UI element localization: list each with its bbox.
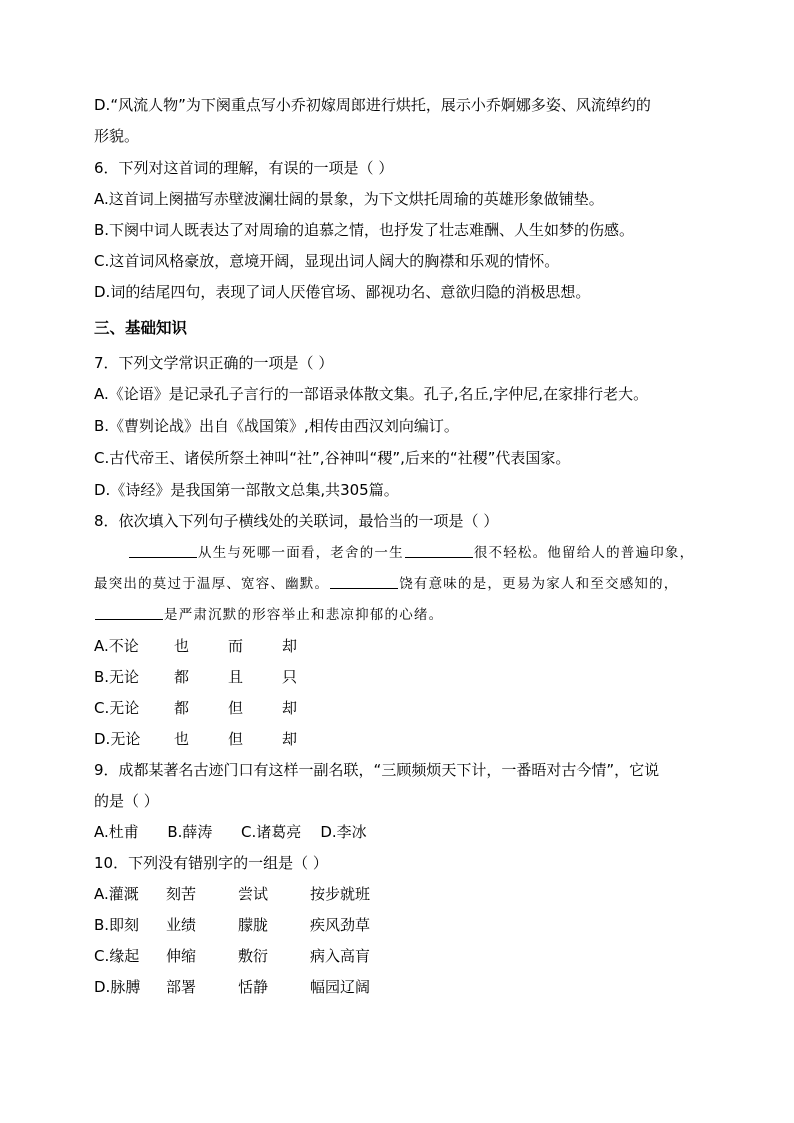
q10-option-row [94,884,400,904]
option-cell: 尝试 [238,885,269,903]
q10-option-row [94,946,400,966]
option-cell: 也 [174,730,190,748]
q7-option-a: A.《论语》是记录孔子言行的一部语录体散文集。孔子,名丘,字仲尼,在家排行老大。 [94,385,649,403]
passage-part-1: 从生与死哪一面看，老舍的一生 [198,545,404,561]
q7-stem: 7．下列文学常识正确的一项是（ ） [94,354,334,372]
option-cell: 却 [282,637,298,655]
q8-option-row [94,636,322,656]
q8-passage [94,538,700,631]
blank-2 [405,543,473,558]
option-cell: A.灌溉 [94,885,139,903]
option-cell: 也 [174,637,190,655]
option-cell: B.即刻 [94,916,140,934]
option-cell: C.无论 [94,699,140,717]
q7-option-b: B.《曹刿论战》出自《战国策》,相传由西汉刘向编订。 [94,417,459,435]
option-cell: B.无论 [94,668,140,686]
blank-3 [330,574,398,589]
option-cell: 刻苦 [166,885,197,903]
option-cell: 按步就班 [310,885,371,903]
q6-option-a: A.这首词上阕描写赤壁波澜壮阔的景象，为下文烘托周瑜的英雄形象做铺垫。 [94,190,604,208]
q10-option-row [94,977,400,997]
option-cell: 且 [228,668,244,686]
q9-stem-line1: 9．成都某著名古迹门口有这样一副名联，“三顾频烦天下计，一番晤对古今情”，它说 [94,761,660,779]
option-cell: 业绩 [166,916,197,934]
option-cell: 病入高肓 [310,947,371,965]
q8-option-row [94,729,322,749]
option-cell: 却 [282,730,298,748]
q7-option-d: D.《诗经》是我国第一部散文总集,共305篇。 [94,481,399,499]
option-cell: A.不论 [94,637,139,655]
q10-stem: 10．下列没有错别字的一组是（ ） [94,854,328,872]
passage-part-3: 饶有意味的是，更易为家人和至交感知的， [399,576,679,592]
option-cell: D.脉膊 [94,978,141,996]
q6-option-c: C.这首词风格豪放，意境开阔，显现出词人阔大的胸襟和乐观的情怀。 [94,252,560,270]
passage-part-2: 很不轻松。他留给人的普遍印象，最突出的莫过于温厚、宽容、幽默。 [94,545,695,592]
q8-option-row [94,667,322,687]
q5-option-d-line2: 形貌。 [94,127,140,145]
q10-option-row [94,915,400,935]
q6-stem: 6．下列对这首词的理解，有误的一项是（ ） [94,159,394,177]
q9-stem-line2: 的是（ ） [94,792,159,810]
section-heading: 三、基础知识 [94,319,188,337]
option-cell: 恬静 [238,978,269,996]
blank-4 [95,605,163,620]
q8-stem: 8．依次填入下列句子横线处的关联词，最恰当的一项是（ ） [94,512,499,530]
q7-option-c: C.古代帝王、诸侯所祭土神叫“社”,谷神叫“稷”,后来的“社稷”代表国家。 [94,449,571,467]
q6-option-b: B.下阕中词人既表达了对周瑜的追慕之情，也抒发了壮志难酬、人生如梦的伤感。 [94,221,635,239]
option-cell: D.无论 [94,730,141,748]
option-cell: 幅园辽阔 [310,978,371,996]
option-cell: 但 [228,699,244,717]
passage-part-4: 是严肃沉默的形容举止和悲凉抑郁的心绪。 [164,607,444,623]
option-cell: 敷衍 [238,947,269,965]
q9-options: A.杜甫 B.薛涛 C.诸葛亮 D.李冰 [94,823,367,841]
option-cell: 都 [174,699,190,717]
option-cell: C.缘起 [94,947,140,965]
q5-option-d-line1: D.“风流人物”为下阕重点写小乔初嫁周郎进行烘托，展示小乔婀娜多姿、风流绰约的 [94,96,651,114]
blank-1 [129,543,197,558]
option-cell: 却 [282,699,298,717]
option-cell: 部署 [166,978,197,996]
option-cell: 而 [228,637,244,655]
option-cell: 但 [228,730,244,748]
option-cell: 伸缩 [166,947,197,965]
q6-option-d: D.词的结尾四句，表现了词人厌倦官场、鄙视功名、意欲归隐的消极思想。 [94,283,591,301]
option-cell: 只 [282,668,298,686]
option-cell: 都 [174,668,190,686]
option-cell: 疾风劲草 [310,916,371,934]
q8-option-row [94,698,322,718]
option-cell: 朦胧 [238,916,269,934]
